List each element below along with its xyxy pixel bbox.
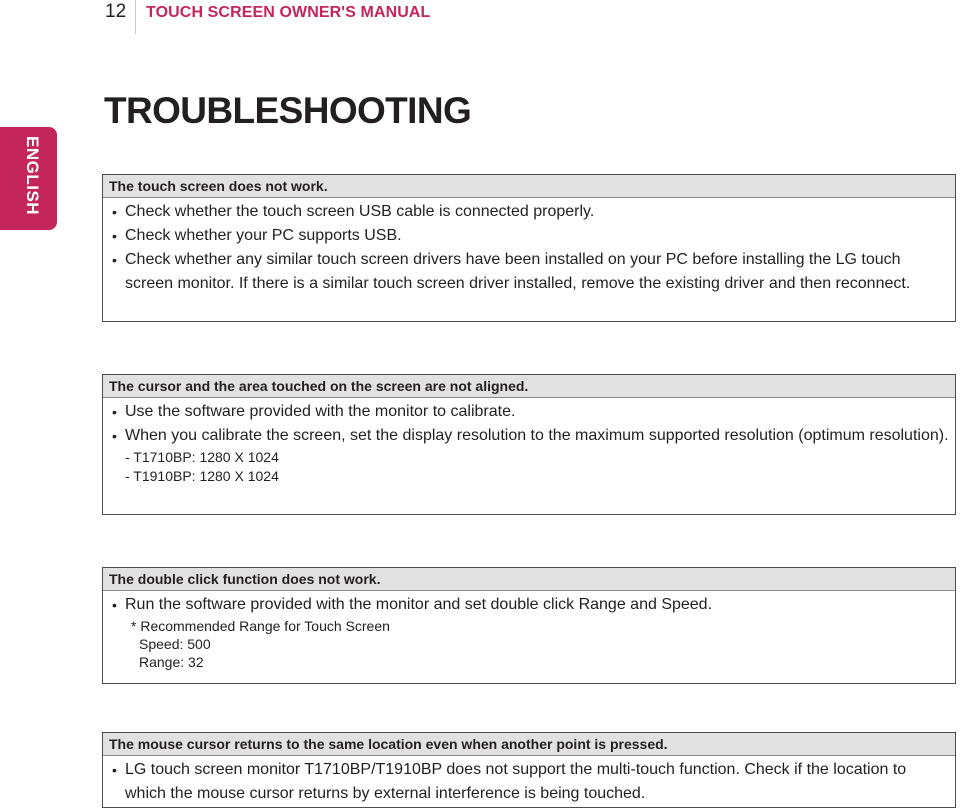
box-title: The touch screen does not work. [103,175,955,198]
box-body [103,756,955,810]
manual-title: TOUCH SCREEN OWNER'S MANUAL [146,4,431,21]
troubleshoot-box-touch-not-working [102,174,956,322]
language-tab-label: ENGLISH [23,136,42,216]
box-body [103,198,955,300]
troubleshoot-box-double-click [102,567,956,684]
bullet-item: • Use the software provided with the monitor to calibrate. [109,400,949,424]
bullet-item: • Check whether your PC supports USB. [109,224,949,248]
bullet-item: • LG touch screen monitor T1710BP/T1910BP does not support the multi-touch function. Check if the location to which the mouse cursor returns by external interference is being touched. [109,758,949,806]
box-title: The double click function does not work. [103,568,955,591]
troubleshoot-box-cursor-returns [102,732,956,808]
page-heading: TROUBLESHOOTING [104,90,472,131]
recommended-note: * Recommended Range for Touch Screen [131,618,390,634]
box-body [103,398,955,490]
troubleshoot-box-cursor-not-aligned [102,374,956,515]
resolution-item: - T1710BP: 1280 X 1024 [125,449,279,465]
page-number: 12 [105,1,127,22]
resolution-item: - T1910BP: 1280 X 1024 [125,468,279,484]
bullet-item: • Check whether any similar touch screen drivers have been installed on your PC before installing the LG touch screen monitor. If there is a similar touch screen driver installed, remove the existing driver and then reconnect. [109,248,949,296]
bullet-item: • Run the software provided with the monitor and set double click Range and Speed. [109,593,949,617]
box-body [103,591,955,675]
box-title: The mouse cursor returns to the same location even when another point is pressed. [103,733,955,756]
box-title: The cursor and the area touched on the screen are not aligned. [103,375,955,398]
note-line: Speed: 500 [139,636,211,652]
bullet-item: • When you calibrate the screen, set the display resolution to the maximum supported resolution (optimum resolution). [109,424,949,448]
bullet-item: • Check whether the touch screen USB cable is connected properly. [109,200,949,224]
header-divider [135,0,136,34]
note-line: Range: 32 [139,654,204,670]
language-tab [0,127,57,230]
